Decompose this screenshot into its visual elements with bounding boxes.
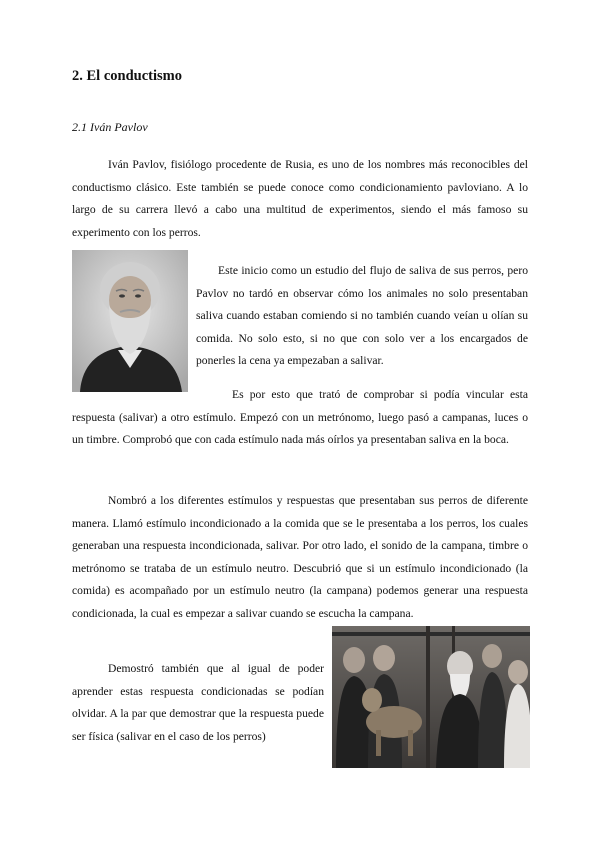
paragraph-stimulus-names-text: Nombró a los diferentes estímulos y respuestas que presentaban sus perros de diferente manera. Llamó estímulo incondicionado a la comida que se le presentaba a los perros, los cuales generaban una respuesta incondicionada, salivar. Por otro lado, el sonido de la campana, timbre o metrónomo se trataba de un estímulo neutro. Descubrió que si un estímulo incondicionado (la comida) es acompañado por un estímulo neutro (la campana) podemos generar una respuesta condicionada, la cual es empezar a salivar cuando se escucha la campana.	[72, 494, 528, 620]
pavlov-portrait-photo	[72, 250, 188, 392]
paragraph-stimulus-test-text: Es por esto que trató de comprobar si podía vincular esta respuesta (salivar) a otro estímulo. Empezó con un metrónomo, luego pasó a campanas, luces o un timbre. Comprobó que con cada estímulo nada más oírlos ya presentaban saliva en la boca.	[72, 388, 528, 447]
paragraph-intro	[72, 154, 528, 244]
paragraph-intro-text: Iván Pavlov, fisiólogo procedente de Rusia, es uno de los nombres más reconocibles del conductismo clásico. Este también se puede conoce como condicionamiento pavloviano. A lo largo de su carrera llevó a cabo una multitud de experimentos, siendo el más famoso su experimento con los perros.	[72, 158, 528, 239]
section-heading: 2. El conductismo	[72, 68, 182, 84]
pavlov-lab-group-photo	[332, 626, 530, 768]
subsection-heading: 2.1 Iván Pavlov	[72, 120, 148, 134]
paragraph-forgetting	[72, 658, 324, 748]
paragraph-saliva-study-text: Este inicio como un estudio del flujo de saliva de sus perros, pero Pavlov no tardó en observar cómo los animales no solo presentaban saliva cuando estaban comiendo si no también cuando veían u olían su comida. No solo esto, si no que con solo ver a los encargados de ponerles la cena ya empezaban a salivar.	[196, 264, 528, 368]
paragraph-forgetting-text: Demostró también que al igual de poder aprender estas respuesta condicionadas se podían olvidar. A la par que demostrar que la respuesta puede ser física (salivar en el caso de los perros)	[72, 662, 324, 743]
paragraph-stimulus-names	[72, 490, 528, 626]
paragraph-saliva-study	[196, 260, 528, 373]
paragraph-stimulus-test	[72, 384, 528, 452]
